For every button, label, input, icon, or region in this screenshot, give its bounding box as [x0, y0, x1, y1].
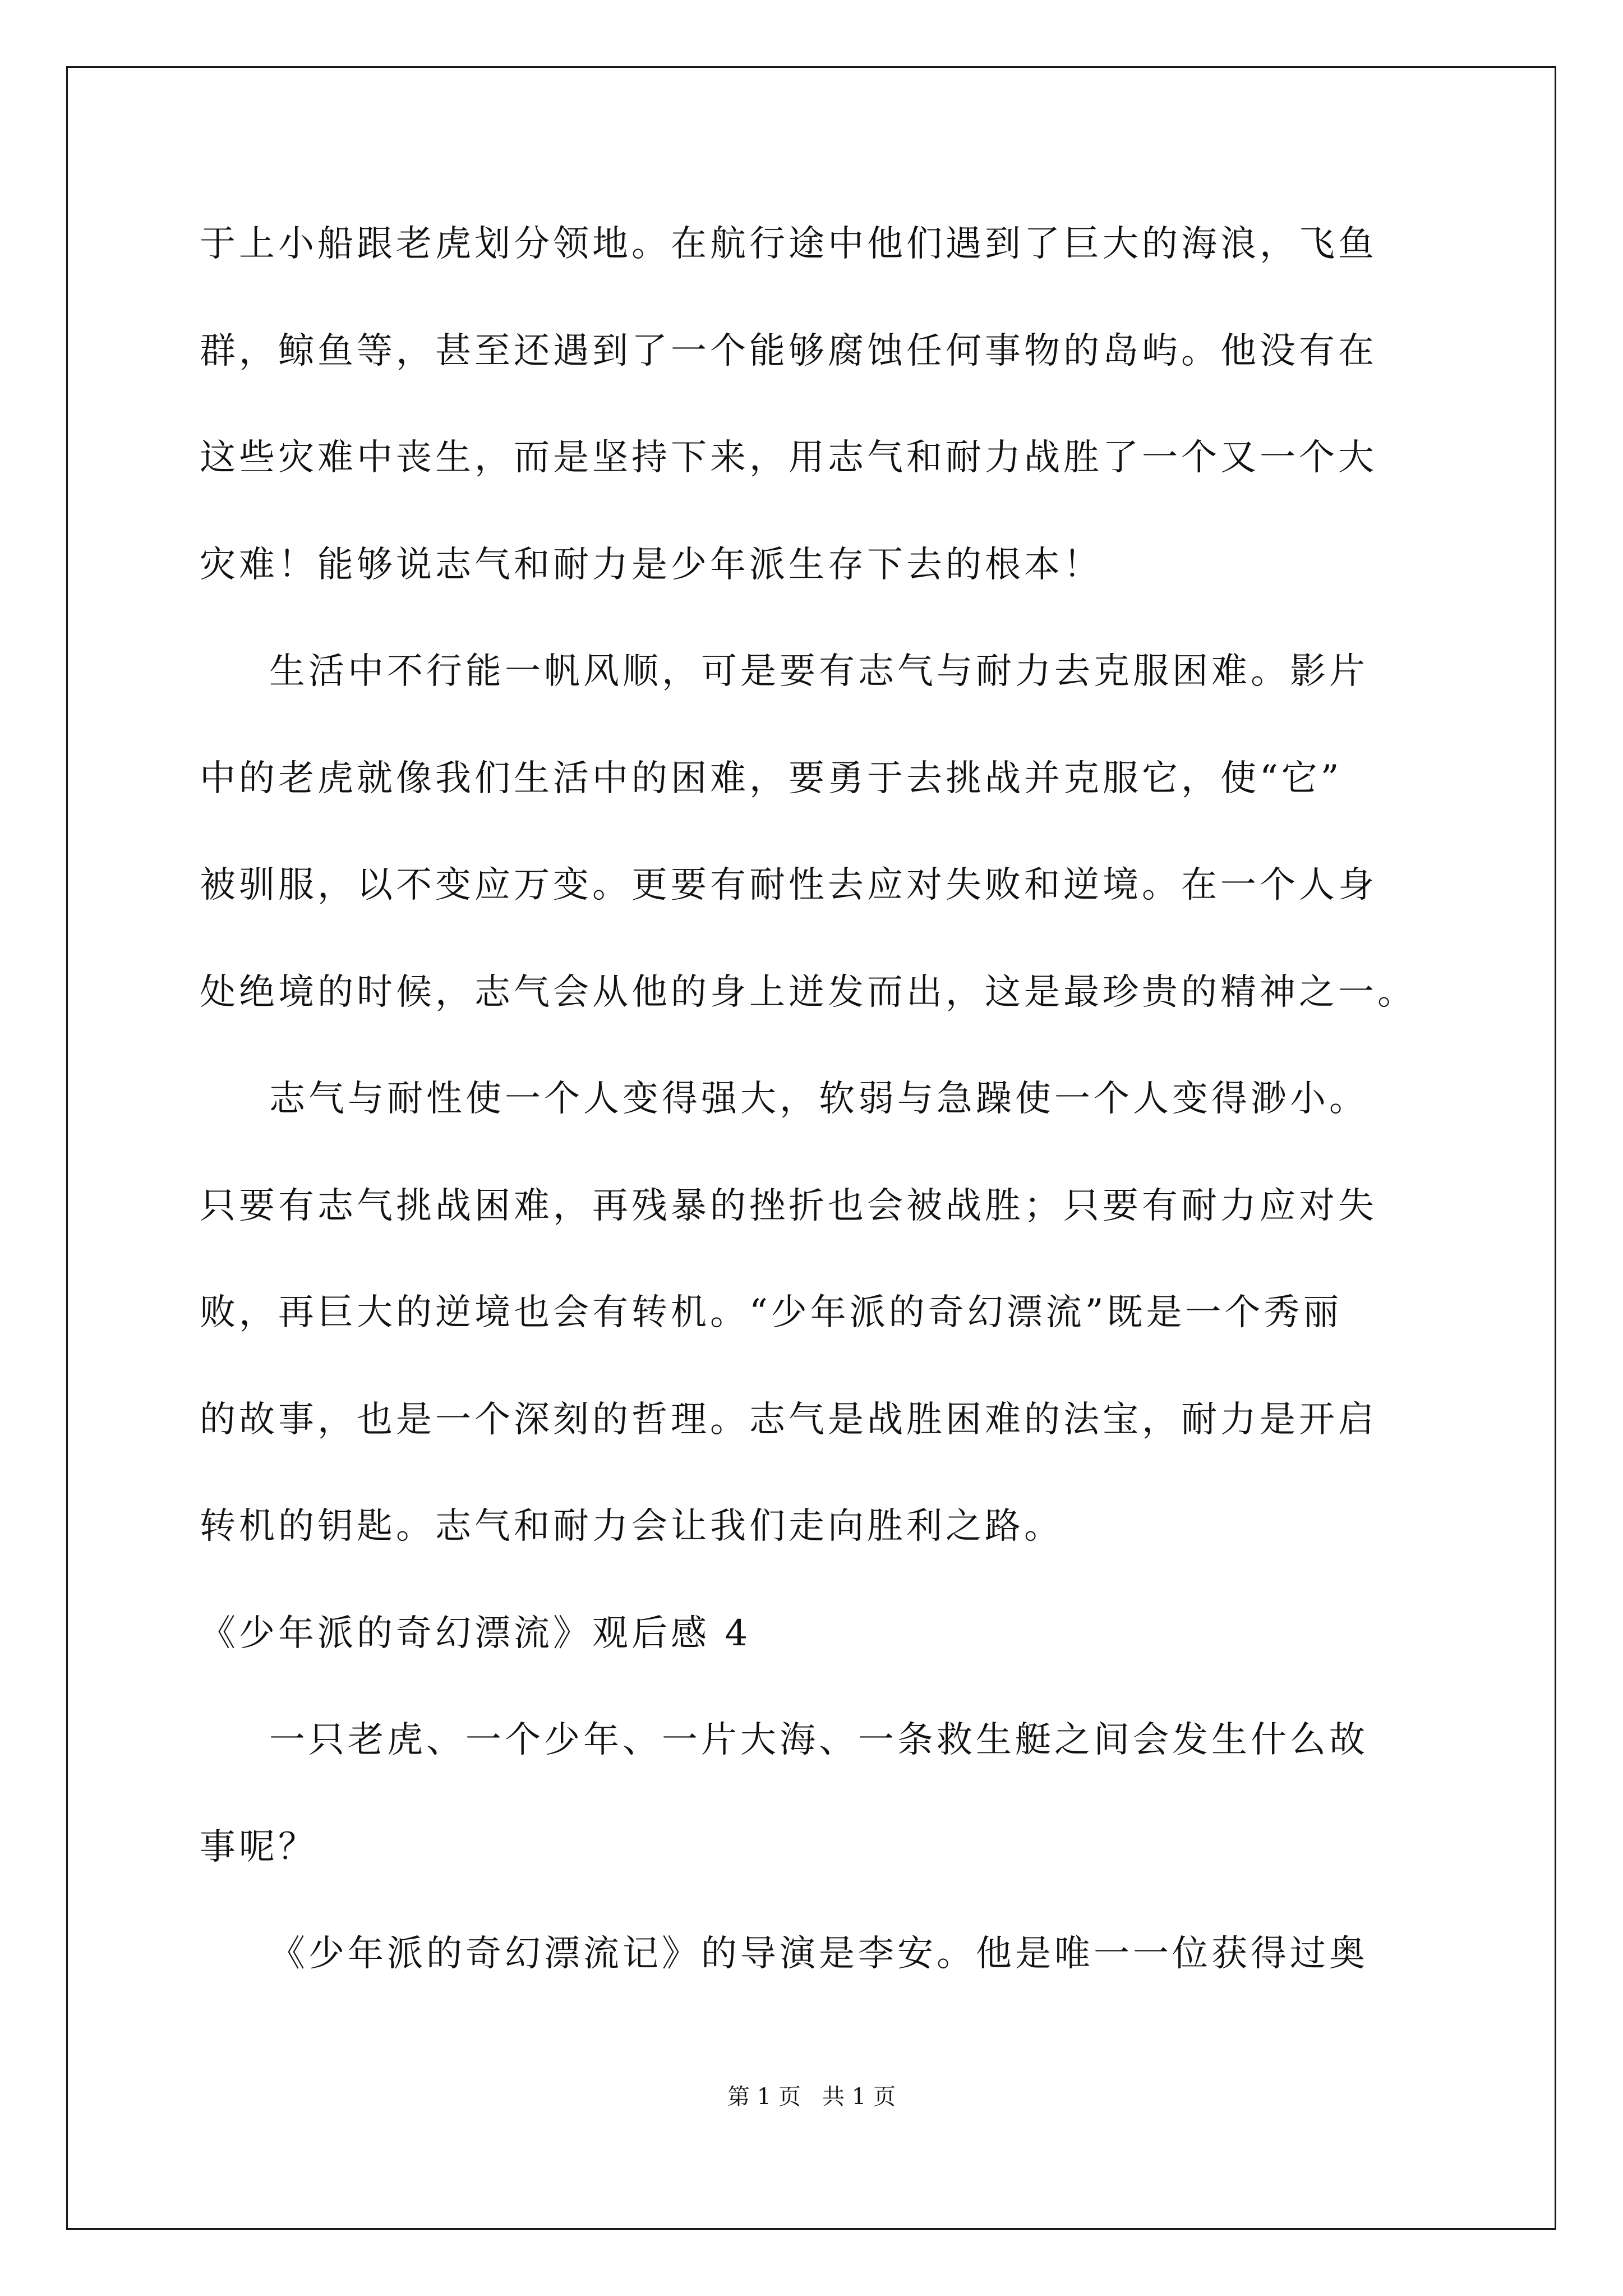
- paragraph-first-line: 《少年派的奇幻漂流记》的导演是李安。他是唯一一位获得过奥: [269, 1933, 1368, 1975]
- text-line: 转机的钥匙。志气和耐力会让我们走向胜利之路。: [200, 1506, 1063, 1547]
- text-line: 被驯服，以不变应万变。更要有耐性去应对失败和逆境。在一个人身: [200, 864, 1377, 906]
- text-line: 事呢？: [200, 1826, 317, 1868]
- page-border: [66, 66, 1556, 2230]
- paragraph-first-line: 一只老虎、一个少年、一片大海、一条救生艇之间会发生什么故: [269, 1719, 1368, 1761]
- text-line: 群，鲸鱼等，甚至还遇到了一个能够腐蚀任何事物的岛屿。他没有在: [200, 330, 1377, 372]
- text-line: 灾难！能够说志气和耐力是少年派生存下去的根本！: [200, 544, 1103, 586]
- text-line: 的故事，也是一个深刻的哲理。志气是战胜困难的法宝，耐力是开启: [200, 1399, 1377, 1441]
- text-line: 于上小船跟老虎划分领地。在航行途中他们遇到了巨大的海浪，飞鱼: [200, 223, 1377, 265]
- text-line: 处绝境的时候，志气会从他的身上迸发而出，这是最珍贵的精神之一。: [200, 972, 1417, 1013]
- text-line: 只要有志气挑战困难，再残暴的挫折也会被战胜；只要有耐力应对失: [200, 1185, 1377, 1227]
- page-footer: 第 1 页 共 1 页: [727, 2084, 896, 2110]
- paragraph-first-line: 生活中不行能一帆风顺，可是要有志气与耐力去克服困难。影片: [269, 651, 1368, 692]
- text-line: 败，再巨大的逆境也会有转机。“少年派的奇幻漂流”既是一个秀丽: [200, 1292, 1343, 1333]
- text-line: 中的老虎就像我们生活中的困难，要勇于去挑战并克服它，使“它”: [200, 758, 1343, 799]
- section-heading: 《少年派的奇幻漂流》观后感 4: [200, 1613, 751, 1654]
- text-line: 这些灾难中丧生，而是坚持下来，用志气和耐力战胜了一个又一个大: [200, 437, 1377, 478]
- paragraph-first-line: 志气与耐性使一个人变得强大，软弱与急躁使一个人变得渺小。: [269, 1078, 1368, 1120]
